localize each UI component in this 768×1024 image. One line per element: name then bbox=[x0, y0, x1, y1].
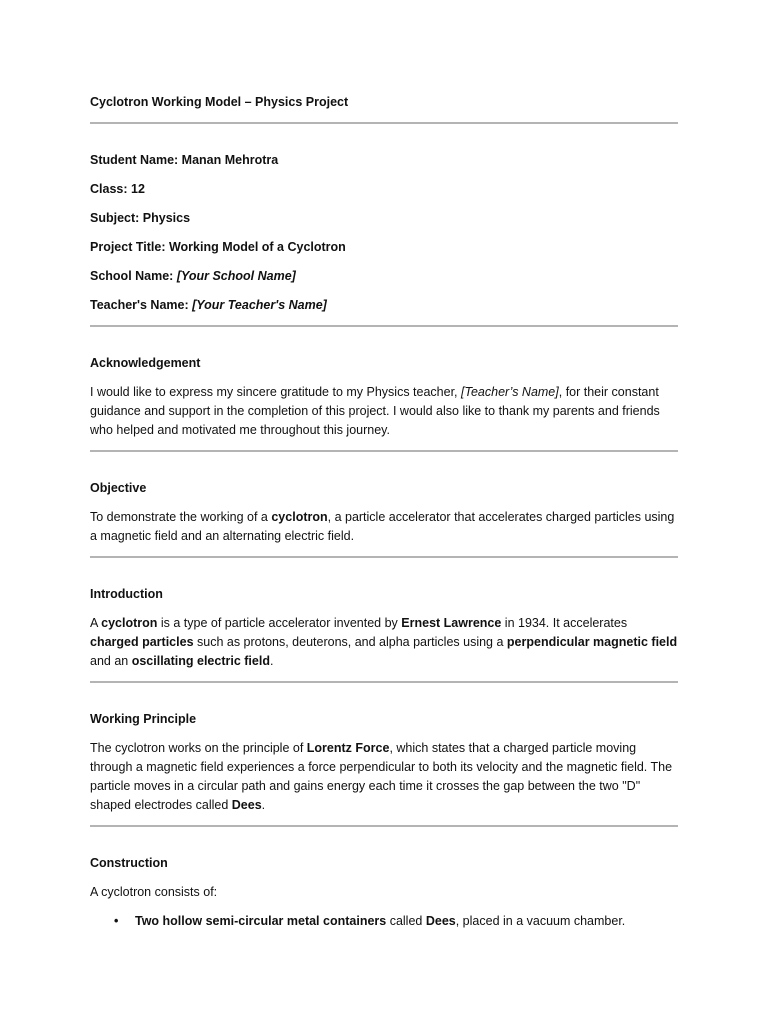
document-title: Cyclotron Working Model – Physics Project bbox=[90, 95, 349, 109]
acknowledgement-text: I would like to express my sincere gratitude to my Physics teacher, [Teacher’s Name], for their constant guidance and support in the completion of this project. I would also like to thank my parents and friends who helped and motivated me throughout this journey. bbox=[90, 385, 660, 437]
introduction-heading: Introduction bbox=[90, 587, 163, 601]
subject-info: Subject: Physics bbox=[90, 211, 191, 225]
objective-heading: Objective bbox=[90, 481, 147, 495]
bullet-icon: • bbox=[114, 914, 119, 928]
teacher-name-value: [Your Teacher's Name] bbox=[192, 298, 327, 312]
acknowledgement-heading: Acknowledgement bbox=[90, 356, 201, 370]
objective-text: To demonstrate the working of a cyclotron, a particle accelerator that accelerates charged particles using a magnetic field and an alternating electric field. bbox=[90, 510, 675, 543]
introduction-text: A cyclotron is a type of particle accelerator invented by Ernest Lawrence in 1934. It accelerates charged particles such as protons, deuterons, and alpha particles using a perpendicular magnetic field and an oscillating electric field. bbox=[90, 616, 678, 668]
school-name-label: School Name: bbox=[90, 269, 177, 283]
teacher-name-info bbox=[90, 296, 678, 315]
class-info: Class: 12 bbox=[90, 182, 145, 196]
project-title-info: Project Title: Working Model of a Cyclotron bbox=[90, 240, 346, 254]
teacher-name-label: Teacher's Name: bbox=[90, 298, 193, 312]
school-name-info bbox=[90, 267, 678, 286]
document-body bbox=[90, 93, 678, 931]
construction-intro: A cyclotron consists of: bbox=[90, 885, 218, 899]
construction-heading: Construction bbox=[90, 856, 168, 870]
list-item: • Two hollow semi-circular metal containers called Dees, placed in a vacuum chamber. bbox=[90, 912, 678, 931]
student-name: Student Name: Manan Mehrotra bbox=[90, 153, 279, 167]
school-name-value: [Your School Name] bbox=[176, 269, 296, 283]
working-principle-text: The cyclotron works on the principle of Lorentz Force, which states that a charged particle moving through a magnetic field experiences a force perpendicular to both its velocity and the magnetic field. The particle moves in a circular path and gains energy each time it crosses the gap between the two "D" shaped electrodes called Dees. bbox=[90, 741, 673, 812]
teacher-placeholder: [Teacher’s Name] bbox=[461, 385, 559, 399]
working-principle-heading: Working Principle bbox=[90, 712, 197, 726]
